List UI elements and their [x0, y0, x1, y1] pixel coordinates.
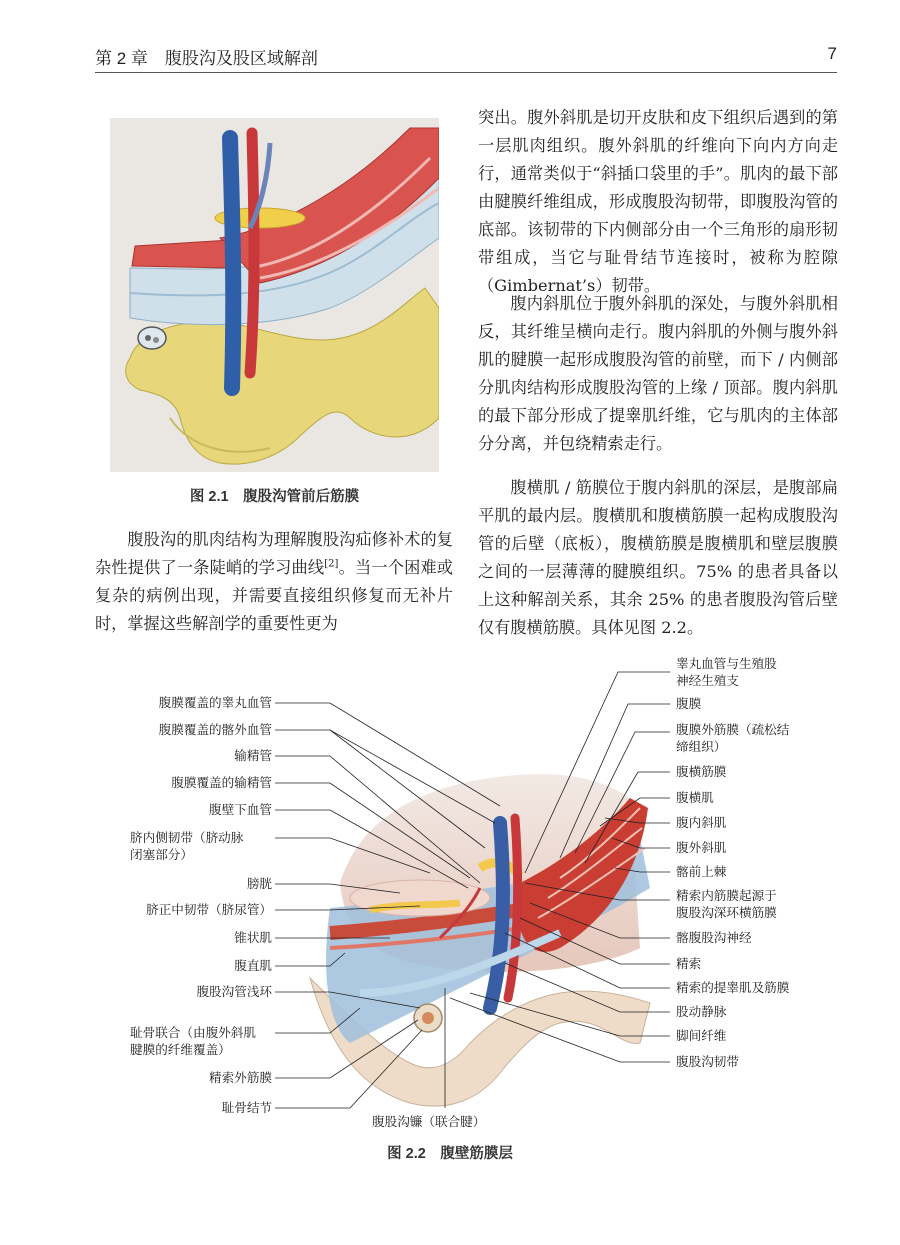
- label-ilioinguinal-nerve: 髂腹股沟神经: [676, 930, 752, 945]
- label-peritoneum: 腹膜: [676, 696, 702, 711]
- chapter-title: 第 2 章 腹股沟及股区域解剖: [95, 49, 318, 68]
- label-anterior-superior-iliac-spine: 髂前上棘: [676, 864, 727, 879]
- paragraph-text: 腹股沟的肌肉结构为理解腹股沟疝修补术的复杂性提供了一条陡峭的学习曲线: [95, 530, 453, 577]
- label-vas-deferens: 输精管: [234, 748, 272, 763]
- label-external-spermatic-fascia: 精索外筋膜: [209, 1070, 272, 1085]
- label-cremaster-muscle-fascia: 精索的提睾肌及筋膜: [676, 980, 790, 995]
- page-number: 7: [827, 44, 837, 63]
- label-spermatic-cord: 精索: [676, 956, 702, 971]
- paragraph-text: 。当一个困难或复杂的病例出现，并需要直接组织修复而无补片时，掌握这些解剖学的重要性更为: [95, 558, 453, 633]
- label-bladder: 膀胱: [246, 876, 272, 891]
- label-pubic-tubercle: 耻骨结节: [221, 1100, 272, 1115]
- label-external-oblique: 腹外斜肌: [676, 840, 727, 855]
- label-peritoneal-external-iliac-vessels: 腹膜覆盖的髂外血管: [158, 722, 272, 737]
- label-intercrural-fibers: 脚间纤维: [676, 1028, 727, 1043]
- label-peritoneal-vas-deferens: 腹膜覆盖的输精管: [171, 775, 272, 790]
- label-medial-umbilical-ligament: 脐内侧韧带（脐动脉: [130, 830, 244, 845]
- label-testicular-vessels-genitofemoral: 睾丸血管与生殖股: [676, 656, 777, 671]
- label-internal-spermatic-fascia-cont: 腹股沟深环横筋膜: [676, 905, 777, 920]
- citation-ref: [2]: [324, 558, 339, 570]
- label-femoral-vessels: 股动静脉: [676, 1004, 727, 1019]
- label-rectus-abdominis: 腹直肌: [234, 958, 272, 973]
- label-internal-spermatic-fascia: 精索内筋膜起源于: [676, 888, 777, 903]
- label-superficial-inguinal-ring: 腹股沟管浅环: [196, 984, 272, 999]
- figure-2-1-caption: 图 2.1 腹股沟管前后筋膜: [189, 489, 360, 505]
- label-medial-umbilical-ligament-cont: 闭塞部分）: [130, 847, 193, 862]
- label-conjoint-tendon: 腹股沟镰（联合腱）: [372, 1114, 486, 1129]
- body-paragraph-right-1: 突出。腹外斜肌是切开皮肤和皮下组织后遇到的第一层肌肉组织。腹外斜肌的纤维向下向内方向走行，通常类似于“斜插口袋里的手”。肌肉的最下部由腱膜纤维组成，形成腹股沟韧带，即腹股沟管的底部。该韧带的下内侧部分由一个三角形的扇形韧带组成，当它与耻骨结节连接时，被称为腔隙（Gimbernat’s）韧带。: [478, 108, 838, 295]
- body-paragraph-right-2: 腹内斜肌位于腹外斜肌的深处，与腹外斜肌相反，其纤维呈横向走行。腹内斜肌的外侧与腹外斜肌的腱膜一起形成腹股沟管的前壁，而下 / 内侧部分肌肉结构形成腹股沟管的上缘 / 顶部。腹内斜肌的最下部分形成了提睾肌纤维，它与肌肉的主体部分分离，并包绕精索走行。: [478, 294, 838, 453]
- label-median-umbilical-ligament: 脐正中韧带（脐尿管）: [146, 902, 272, 917]
- label-peritoneal-testicular-vessels: 腹膜覆盖的睾丸血管: [158, 695, 272, 710]
- label-pubic-symphysis-cont: 腱膜的纤维覆盖）: [130, 1042, 231, 1057]
- label-inguinal-ligament: 腹股沟韧带: [676, 1054, 739, 1069]
- figure-2-2-caption: 图 2.2 腹壁筋膜层: [387, 1146, 513, 1162]
- label-testicular-vessels-genitofemoral-cont: 神经生殖支: [676, 673, 739, 688]
- label-internal-oblique: 腹内斜肌: [676, 815, 727, 830]
- label-transversalis-fascia: 腹横筋膜: [676, 764, 727, 779]
- figure-2-1-illustration: [110, 118, 439, 472]
- body-paragraph-right-3: 腹横肌 / 筋膜位于腹内斜肌的深层，是腹部扁平肌的最内层。腹横肌和腹横筋膜一起构成腹股沟管的后壁（底板），腹横筋膜是腹横肌和壁层腹膜之间的一层薄薄的腱膜组织。75% 的患者具备以上这种解剖关系，其余 25% 的患者腹股沟管后壁仅有腹横筋膜。具体见图 2.2。: [478, 478, 838, 637]
- label-pubic-symphysis: 耻骨联合（由腹外斜肌: [130, 1025, 256, 1040]
- body-paragraph-left: [95, 526, 453, 638]
- label-extraperitoneal-fascia: 腹膜外筋膜（疏松结: [676, 722, 790, 737]
- label-extraperitoneal-fascia-cont: 缔组织）: [676, 739, 727, 754]
- label-inferior-epigastric-vessels: 腹壁下血管: [209, 802, 272, 817]
- label-pyramidalis: 锥状肌: [234, 930, 272, 945]
- running-header: [95, 44, 837, 70]
- label-transversus-abdominis: 腹横肌: [676, 790, 714, 805]
- figure-2-2: [0, 648, 900, 1148]
- header-divider: [95, 72, 837, 73]
